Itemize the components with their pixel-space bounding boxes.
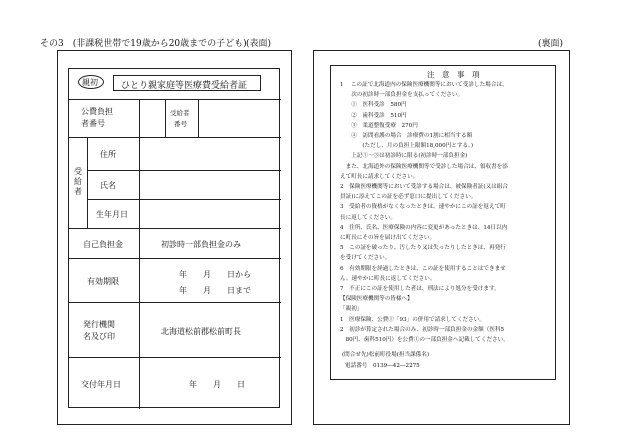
note-line: (ただし、月の負担上限額18,000円とする。): [340, 143, 474, 150]
stamp-text: 親初: [82, 78, 98, 87]
note-line: 3 受給者の資格がなくなったときは、速やかにこの証を返えて町: [340, 204, 506, 211]
note-line: ③ 柔道整復受療 270円: [340, 122, 418, 129]
recipient-vertical-2: 給: [74, 177, 82, 186]
col-divider: [165, 99, 166, 137]
copay-label: 自己負担金: [83, 240, 123, 249]
copay-value: 初診時一部負担金のみ: [161, 240, 241, 249]
note-line: えて町長に請求してください。: [340, 173, 419, 180]
row-divider: [69, 258, 281, 259]
note-line: ん。速やかに町長に返してください。: [340, 275, 436, 282]
notes-box: [330, 65, 556, 380]
issuer-value: 北海道松前郡松前町長: [161, 327, 241, 336]
note-line: 2 保険医療機関等において受診する場合は、被保険者証(又は組合: [340, 184, 508, 190]
row-divider: [69, 99, 281, 100]
row-divider: [87, 199, 281, 200]
row-divider: [69, 137, 281, 138]
validity-from: 年 月 日から: [179, 270, 251, 279]
notes-title: 注 意 事 項: [427, 70, 480, 79]
note-line: また、北海道外の保険医療機関等で受診した場合は、領収書を添: [340, 163, 508, 170]
issue-date-label: 交付年月日: [81, 380, 121, 389]
row-divider: [69, 302, 281, 303]
col-divider: [87, 137, 88, 228]
note-line: 次の初診時一部負担金を支払ってください。: [340, 92, 464, 99]
note-line: に町長にその旨を届け出てください。: [340, 235, 436, 241]
name-label: 氏名: [100, 181, 116, 190]
front-side-label: (表面): [246, 39, 272, 49]
note-line: 7 不正にこの証を使用した者は、刑法により処分を受けます。: [340, 286, 500, 292]
note-line: 「親初」: [340, 306, 363, 313]
certificate-form: [68, 68, 280, 408]
form-number-header: その3 (非課税世帯で19歳から20歳までの子ども): [40, 39, 247, 49]
issuer-label-2: 名及び印: [83, 332, 115, 341]
note-line: 上記①～③は初診時に限る(初診時一部負担金): [340, 153, 468, 160]
payer-number-label-1: 公費負担: [81, 107, 113, 116]
birthdate-label: 生年月日: [96, 210, 128, 219]
note-line: ① 医科受診 580円: [340, 102, 407, 109]
issuer-label-1: 発行機関: [83, 320, 115, 329]
note-line: 【保険医療機関等の皆様へ】: [340, 296, 413, 303]
note-line: を受けてください。: [340, 255, 391, 262]
note-line: ④ 訪問看護の場合 診療費の1割に相当する額: [340, 133, 473, 139]
row-divider: [87, 170, 281, 171]
note-line: 員証)に添えてこの証を必ず窓口に提出してください。: [340, 194, 477, 201]
col-divider: [139, 137, 140, 409]
note-line: 1 医療保険、公費①「93」の併用で請求してください。: [340, 316, 485, 323]
recipient-vertical-3: 者: [74, 187, 82, 196]
note-line: 80円、歯科510円）を公費①の一部負担金へ記載してください。: [340, 337, 509, 343]
note-line: 長に返してください。: [340, 214, 396, 221]
col-divider: [198, 99, 199, 137]
recipient-number-label-1: 受給者: [170, 109, 190, 117]
payer-number-label-2: 者番号: [81, 119, 105, 128]
note-line: 5 この証を破ったり、汚したり又は失ったりしたときは、再発行: [340, 245, 506, 252]
row-divider: [69, 357, 281, 358]
recipient-number-label-2: 番号: [174, 120, 187, 128]
back-side-label: (裏面): [538, 39, 564, 49]
row-divider: [69, 228, 281, 229]
col-divider: [139, 99, 140, 137]
validity-label: 有効期限: [87, 277, 119, 286]
note-line: ② 歯科受診 510円: [340, 112, 407, 119]
note-line: 2 初診が算定された場合のみ、初診時一部負担金の金額（医科5: [340, 326, 505, 333]
recipient-vertical-1: 受: [74, 167, 82, 176]
note-line: 1 この証で北海道内の保険医療機関等において受診した場合は、: [340, 82, 508, 88]
issue-date-value: 年 月 日: [189, 380, 245, 389]
note-line: 4 住所、氏名、医療保険の内容に変更があったときは、14日以内: [340, 224, 508, 231]
contact-line-2: 電話番号 0139―42―2275: [345, 363, 420, 369]
contact-line-1: (問合せ先)松前町役場(担当課係名): [342, 352, 430, 358]
address-label: 住所: [100, 150, 116, 159]
note-line: 6 有効期限を経過したときは、この証を使用することはできませ: [340, 265, 506, 272]
validity-to: 年 月 日まで: [179, 286, 251, 295]
certificate-title: ひとり親家庭等医療費受給者証: [121, 81, 248, 91]
